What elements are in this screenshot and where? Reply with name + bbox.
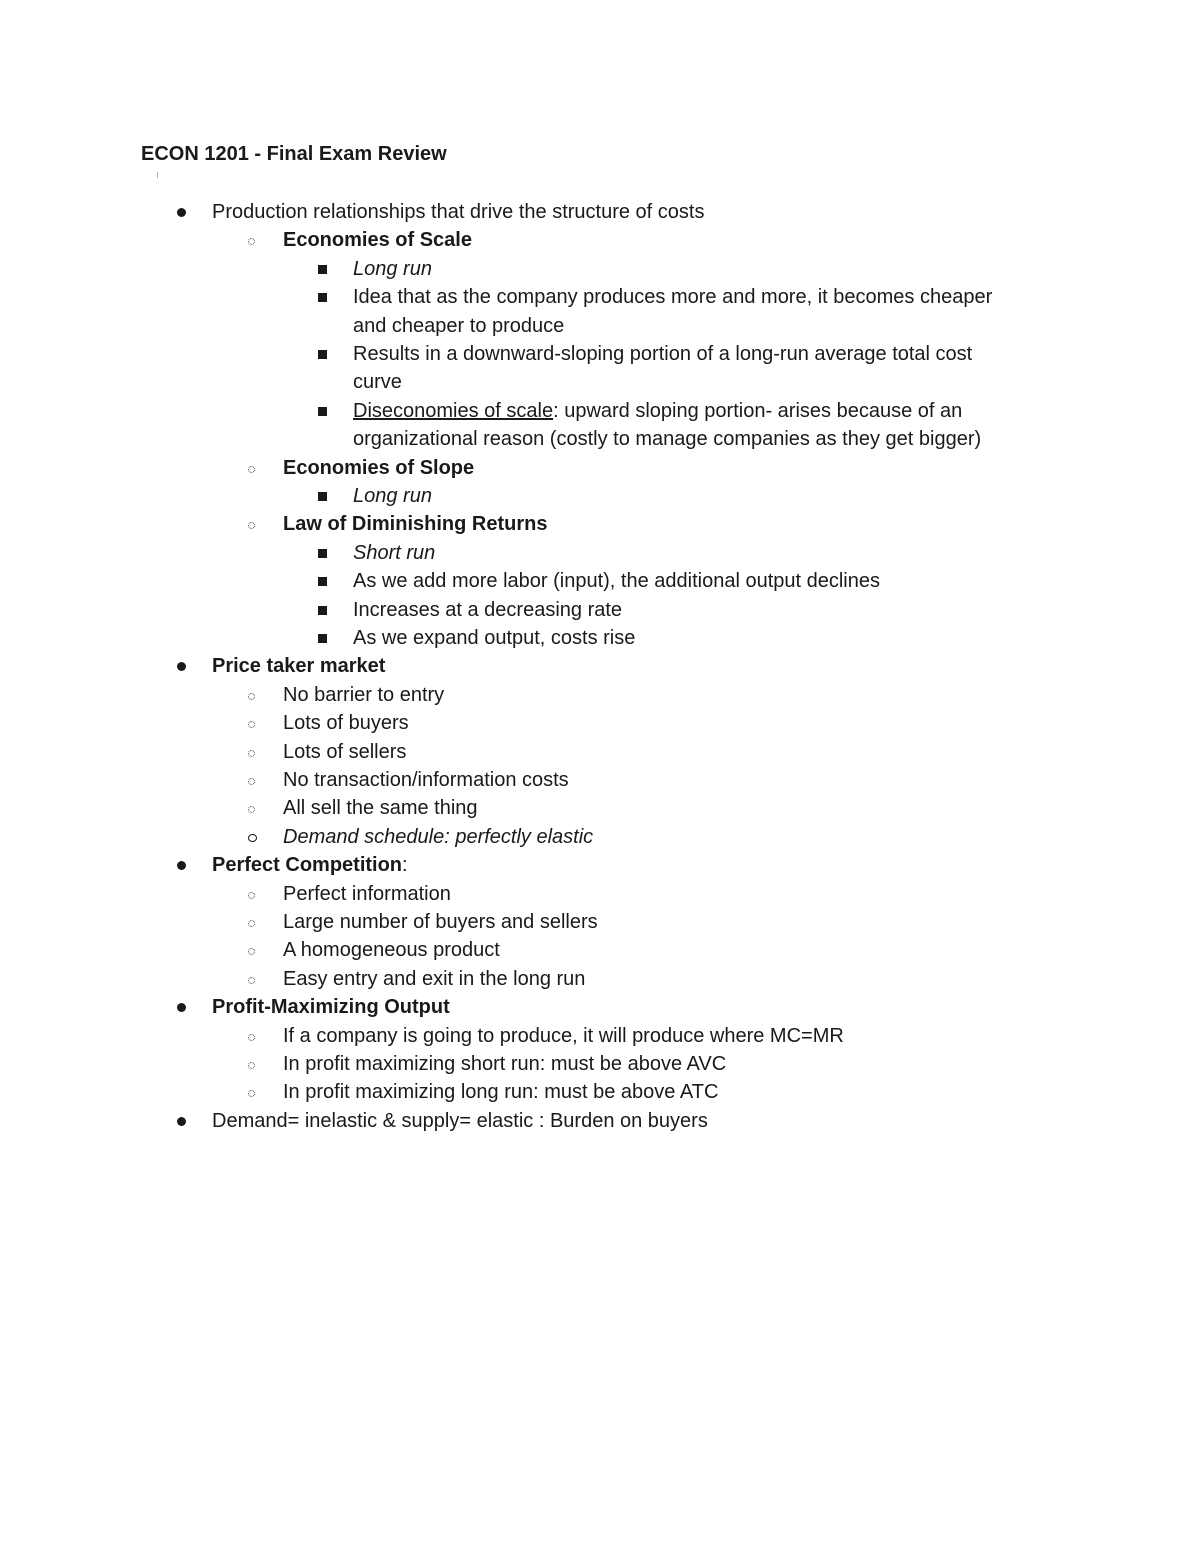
bullet-disc-icon xyxy=(177,208,186,217)
list-item: Idea that as the company produces more and more, it becomes cheaper xyxy=(353,286,993,309)
list-item: Large number of buyers and sellers xyxy=(283,911,598,933)
list-item-continuation: organizational reason (costly to manage companies as they get bigger) xyxy=(353,428,982,451)
list-item-heading xyxy=(212,851,408,879)
bullet-circle-icon xyxy=(248,522,255,529)
bullet-square-icon xyxy=(318,293,327,302)
bullet-circle-icon xyxy=(248,806,255,813)
heading-text: Perfect Competition xyxy=(212,854,403,877)
bullet-square-icon xyxy=(318,577,327,586)
list-item: Long run xyxy=(353,257,432,280)
list-item-heading: Law of Diminishing Returns xyxy=(283,513,548,536)
bullet-circle-icon xyxy=(248,892,255,899)
list-item: A homogeneous product xyxy=(283,939,500,962)
bullet-disc-icon xyxy=(177,662,186,671)
list-item: In profit maximizing short run: must be above AVC xyxy=(283,1053,727,1075)
list-item: In profit maximizing long run: must be above ATC xyxy=(283,1081,719,1104)
bullet-disc-icon xyxy=(177,1117,186,1126)
list-item: All sell the same thing xyxy=(283,797,478,820)
bullet-square-icon xyxy=(318,492,327,501)
list-item: Short run xyxy=(353,541,436,564)
cursor-mark xyxy=(157,172,158,178)
bullet-circle-icon xyxy=(248,466,255,473)
list-item: Lots of buyers xyxy=(283,712,409,735)
list-item: As we expand output, costs rise xyxy=(353,627,636,649)
bullet-circle-icon xyxy=(248,750,255,757)
list-item-heading: Economies of Scale xyxy=(283,229,472,252)
bullet-circle-icon xyxy=(248,948,255,955)
bullet-square-icon xyxy=(318,549,327,558)
bullet-square-icon xyxy=(318,606,327,615)
underlined-term: Diseconomies of scale xyxy=(353,399,554,422)
bullet-circle-icon xyxy=(248,778,255,785)
list-item: No barrier to entry xyxy=(283,683,445,706)
bullet-circle-icon xyxy=(248,1062,255,1069)
bullet-circle-icon xyxy=(248,977,255,984)
bullet-circle-icon xyxy=(248,721,255,728)
bullet-disc-icon xyxy=(177,861,186,870)
list-item: Results in a downward-sloping portion of a long-run average total cost xyxy=(353,343,973,365)
list-item-continuation: curve xyxy=(353,371,402,394)
document-title: ECON 1201 - Final Exam Review xyxy=(141,143,447,165)
bullet-circle-icon xyxy=(248,1034,255,1041)
list-item: Perfect information xyxy=(283,882,451,905)
bullet-square-icon xyxy=(318,265,327,274)
bullet-open-circle-icon xyxy=(248,834,257,842)
bullet-square-icon xyxy=(318,407,327,416)
list-item: Demand schedule: perfectly elastic xyxy=(283,825,594,848)
list-item: Increases at a decreasing rate xyxy=(353,598,623,621)
bullet-disc-icon xyxy=(177,1003,186,1012)
list-item-heading: Economies of Slope xyxy=(283,456,475,479)
list-item: Lots of sellers xyxy=(283,740,407,763)
bullet-circle-icon xyxy=(248,238,255,245)
bullet-circle-icon xyxy=(248,920,255,927)
list-item-continuation: and cheaper to produce xyxy=(353,314,565,337)
list-item: Long run xyxy=(353,485,432,507)
list-item-text: : upward sloping portion- arises because of an xyxy=(553,399,963,422)
list-item xyxy=(353,397,962,425)
bullet-square-icon xyxy=(318,634,327,643)
bullet-circle-icon xyxy=(248,693,255,700)
list-item: No transaction/information costs xyxy=(283,769,569,791)
list-item-heading: Price taker market xyxy=(212,655,386,678)
list-item: As we add more labor (input), the additional output declines xyxy=(353,570,880,593)
heading-colon: : xyxy=(402,854,408,877)
list-item-heading: Profit-Maximizing Output xyxy=(212,996,450,1019)
list-item: Demand= inelastic & supply= elastic : Burden on buyers xyxy=(212,1109,708,1132)
bullet-circle-icon xyxy=(248,1090,255,1097)
bullet-square-icon xyxy=(318,350,327,359)
list-item: Easy entry and exit in the long run xyxy=(283,967,586,990)
list-item: If a company is going to produce, it will produce where MC=MR xyxy=(283,1024,844,1047)
list-item: Production relationships that drive the structure of costs xyxy=(212,201,705,223)
